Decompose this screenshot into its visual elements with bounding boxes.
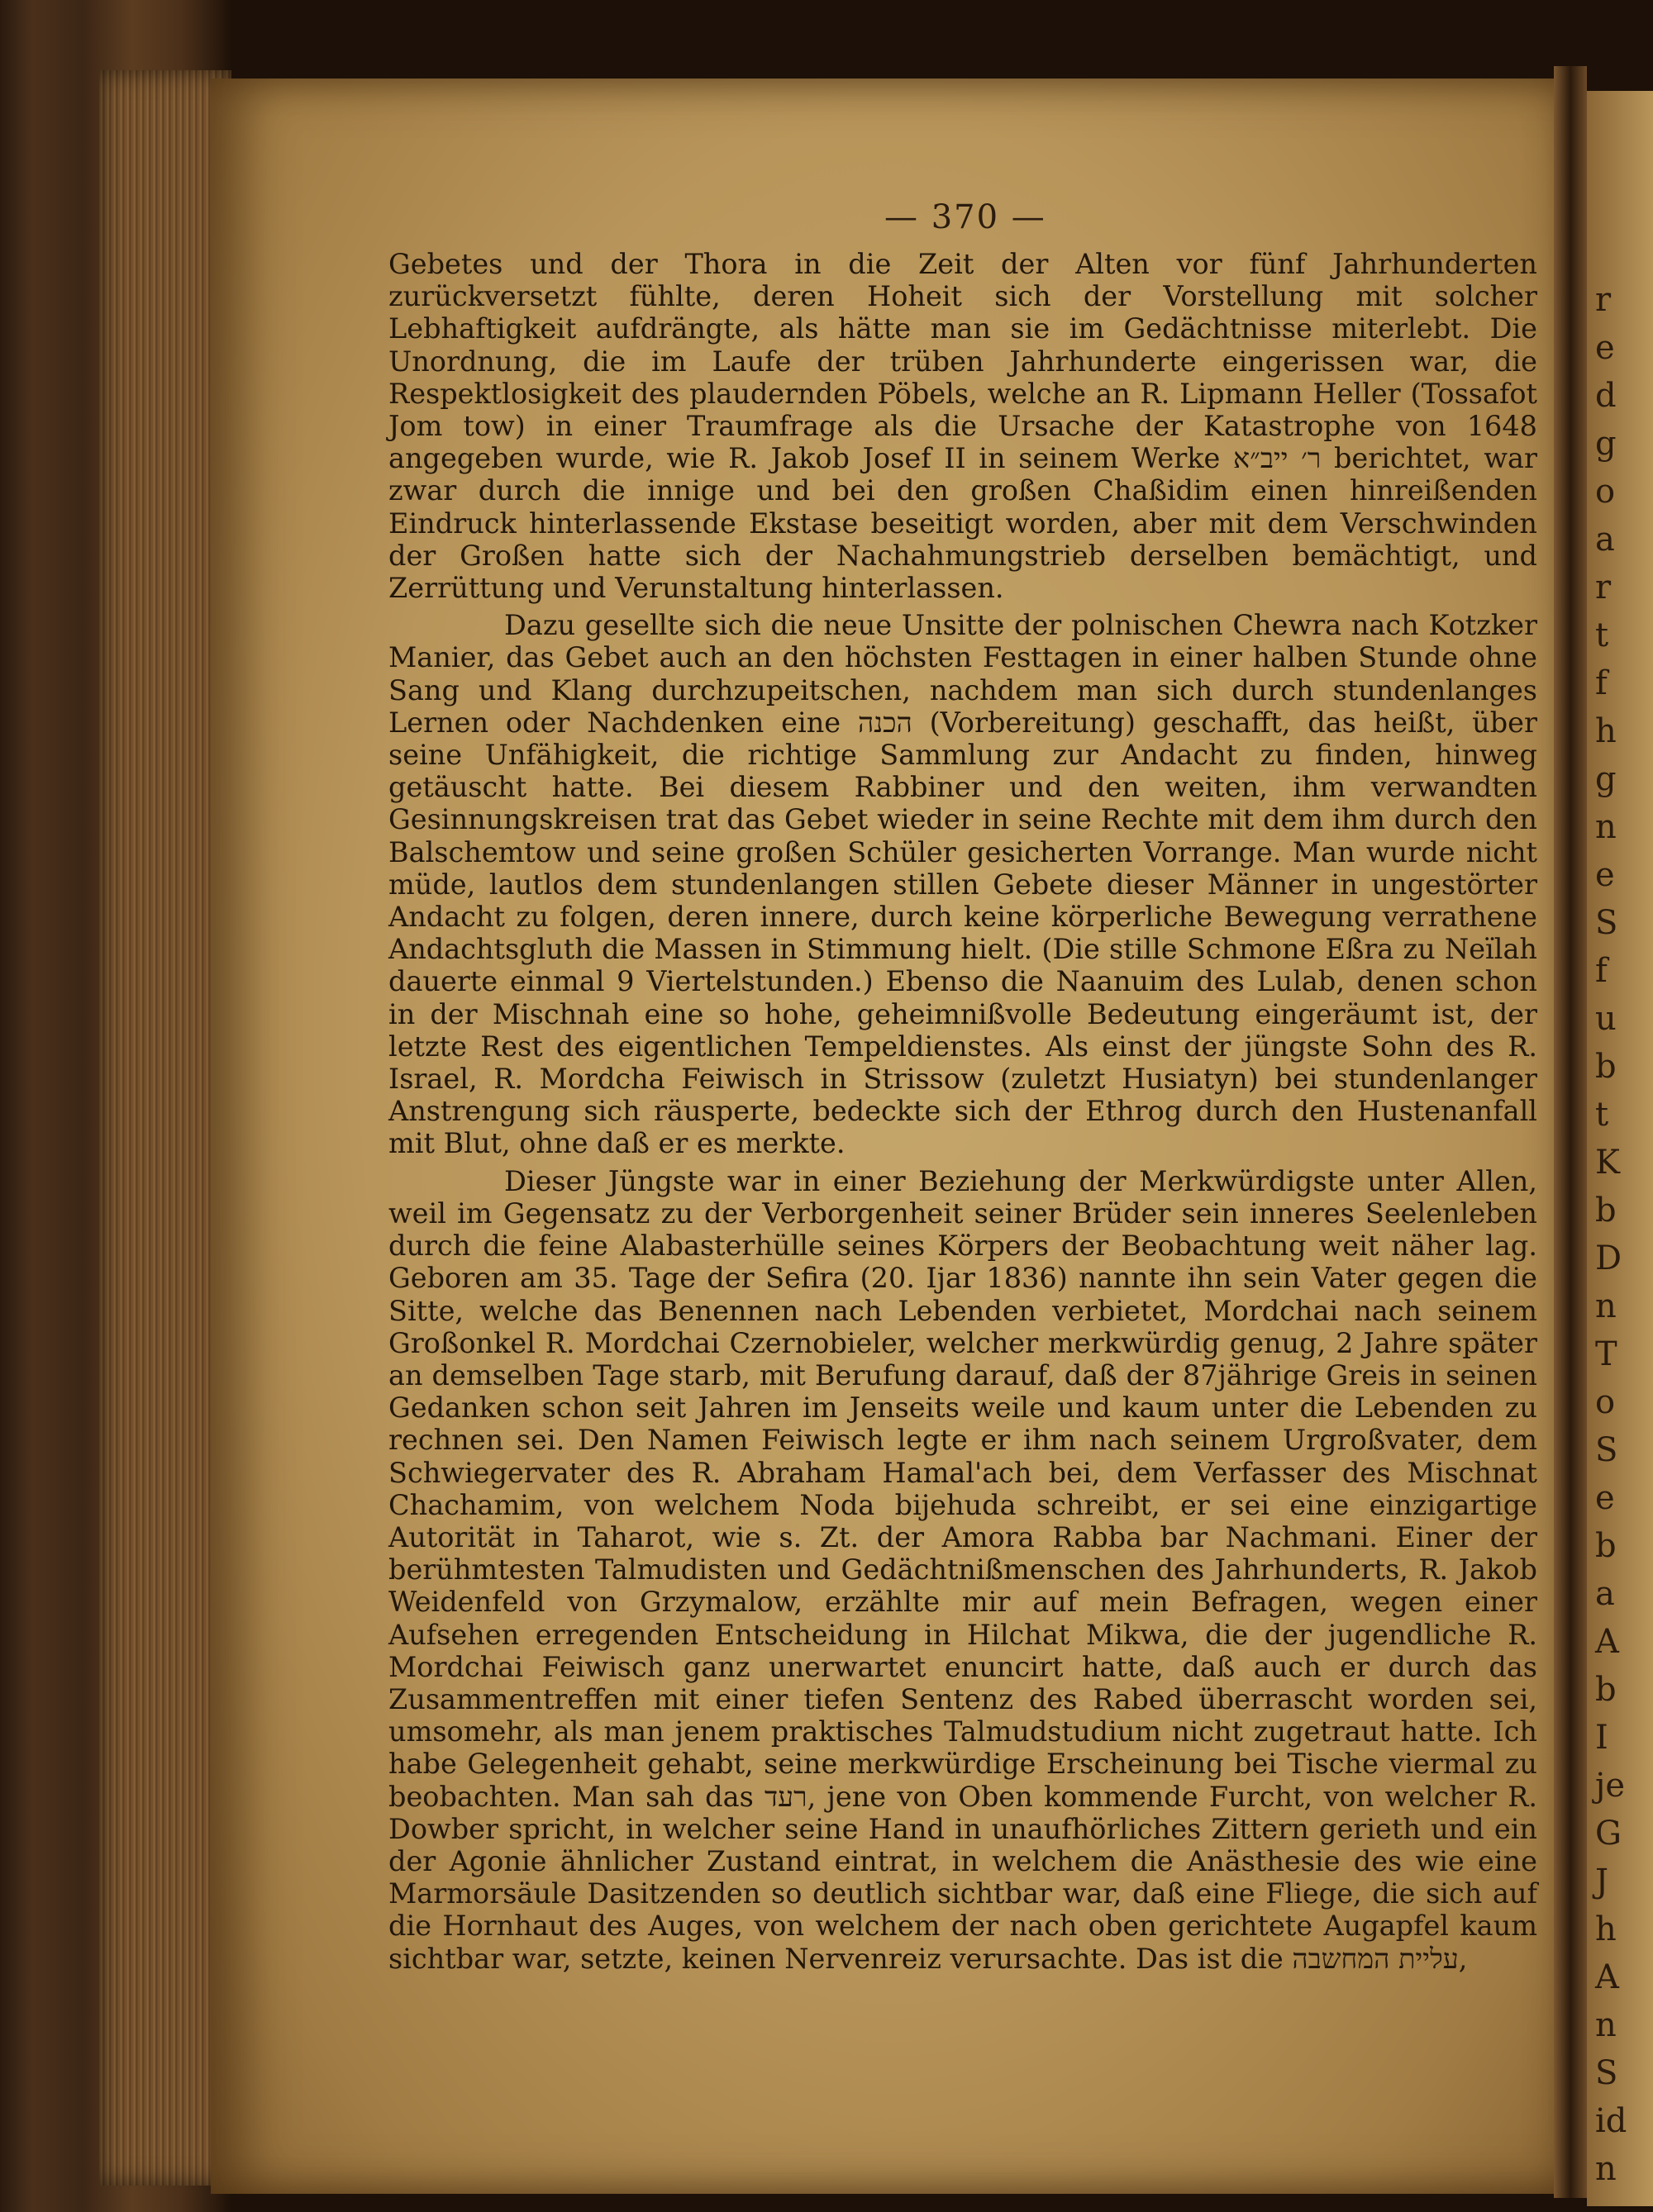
page-number: — 370 — bbox=[884, 198, 1046, 236]
facing-page-letter: a bbox=[1595, 521, 1615, 559]
facing-page-letter: h bbox=[1595, 1910, 1617, 1948]
facing-page-letter: b bbox=[1595, 1527, 1617, 1565]
facing-page-letter: o bbox=[1595, 1383, 1616, 1421]
facing-page-letter: I bbox=[1595, 1719, 1608, 1757]
book-gutter bbox=[1554, 66, 1587, 2198]
facing-page-letter: n bbox=[1595, 808, 1617, 846]
facing-page-letter: f bbox=[1595, 952, 1608, 990]
facing-page-letter: b bbox=[1595, 1192, 1617, 1230]
facing-page-letter: A bbox=[1595, 1623, 1619, 1661]
paragraph-1: Gebetes und der Thora in die Zeit der Alten vor fünf Jahrhunderten zurückversetzt fühlte, deren Hoheit sich der Vorstellung mit solcher Lebhaftigkeit aufdrängte, als hätte man sie im Gedächtnisse miterlebt. Die Unordnung, die im Laufe der trüben Jahrhunderte eingerissen war, die Respektlosigkeit des plaudernden Pöbels, welche an R. Lipmann Heller (Tossafot Jom tow) in einer Traumfrage als die Ursache der Katastrophe von 1648 angegeben wurde, wie R. Jakob Josef II in seinem Werke ר׳ ייב״א berichtet, war zwar durch die innige und bei den großen Chaßidim einen hinreißenden Eindruck hinterlassende Ekstase beseitigt worden, aber mit dem Verschwinden der Großen hatte sich der Nachahmungstrieb derselben bemächtigt, und Zerrüttung und Verunstaltung hinterlassen. bbox=[388, 248, 1537, 605]
facing-page-letter: r bbox=[1595, 568, 1612, 607]
facing-page-letter: e bbox=[1595, 1479, 1615, 1517]
paragraph-2: Dazu gesellte sich die neue Unsitte der polnischen Chewra nach Kotzker Manier, das Gebet auch an den höchsten Festtagen in einer halben Stunde ohne Sang und Klang durchzupeitschen, nachdem man sich durch stundenlanges Lernen oder Nachdenken eine הכנה (Vorbereitung) geschafft, das heißt, über seine Unfähigkeit, die richtige Sammlung zur Andacht zu finden, hinweg getäuscht hatte. Bei diesem Rabbiner und den weiten, ihm verwandten Gesinnungskreisen trat das Gebet wieder in seine Rechte mit dem ihm durch den Balschemtow und seine großen Schüler gesicherten Vorrange. Man wurde nicht müde, lautlos dem stundenlangen stillen Gebete dieser Männer in ungestörter Andacht zu folgen, deren innere, durch keine körperliche Bewegung verrathene Andachtsgluth die Massen in Stimmung hielt. (Die stille Schmone Eßra zu Neïlah dauerte einmal 9 Viertelstunden.) Ebenso die Naanuim des Lulab, denen schon in der Mischnah eine so hohe, geheimnißvolle Bedeutung eingeräumt ist, der letzte Rest des eigentlichen Tempeldienstes. Als einst der jüngste Sohn des R. Israel, R. Mordcha Feiwisch in Strissow (zuletzt Husiatyn) bei stundenlanger Anstrengung sich räusperte, bedeckte sich der Ethrog durch den Hustenanfall mit Blut, ohne daß er es merkte. bbox=[388, 609, 1537, 1160]
paragraph-3: Dieser Jüngste war in einer Beziehung der Merkwürdigste unter Allen, weil im Gegensatz zu der Verborgenheit seiner Brüder sein inneres Seelenleben durch die feine Alabasterhülle seines Körpers der Beobachtung weit näher lag. Geboren am 35. Tage der Sefira (20. Ijar 1836) nannte ihn sein Vater gegen die Sitte, welche das Benennen nach Lebenden verbietet, Mordchai nach seinem Großonkel R. Mordchai Czernobieler, welcher merkwürdig genug, 2 Jahre später an demselben Tage starb, mit Berufung darauf, daß der 87jährige Greis in seinen Gedanken schon seit Jahren im Jenseits weile und kaum unter die Lebenden zu rechnen sei. Den Namen Feiwisch legte er ihm nach seinem Urgroßvater, dem Schwiegervater des R. Abraham Hamal'ach bei, dem Verfasser des Mischnat Chachamim, von welchem Noda bijehuda schreibt, er sei eine einzigartige Autorität in Taharot, wie s. Zt. der Amora Rabba bar Nachmani. Einer der berühmtesten Talmudisten und Gedächtnißmenschen des Jahrhunderts, R. Jakob Weidenfeld von Grzymalow, erzählte mir auf mein Befragen, wegen einer Aufsehen erregenden Entscheidung in Hilchat Mikwa, die der jugendliche R. Mordchai Feiwisch ganz unerwartet enuncirt hatte, daß auch er durch das Zusammentreffen mit einer tiefen Sentenz des Rabed überrascht worden sei, umsomehr, als man jenem praktisches Talmudstudium nicht zugetraut hatte. Ich habe Gelegenheit gehabt, seine merkwürdige Erscheinung bei Tische viermal zu beobachten. Man sah das רעד, jene von Oben kommende Furcht, von welcher R. Dowber spricht, in welcher seine Hand in unaufhörliches Zittern gerieth und ein der Agonie ähnlicher Zustand eintrat, in welchem die Anästhesie des wie eine Marmorsäule Dasitzenden so deutlich sichtbar war, daß eine Fliege, die sich auf die Hornhaut des Auges, von welchem der nach oben gerichtete Augapfel kaum sichtbar war, setzte, keinen Nervenreiz verursachte. Das ist die עליית המחשבה, bbox=[388, 1164, 1537, 1975]
facing-page-fragment bbox=[1587, 91, 1653, 2206]
facing-page-letter: b bbox=[1595, 1048, 1617, 1086]
facing-page-letter: g bbox=[1595, 425, 1617, 463]
facing-page-letter: e bbox=[1595, 329, 1615, 367]
facing-page-letter: n bbox=[1595, 2150, 1617, 2188]
facing-page-letter: o bbox=[1595, 473, 1616, 511]
facing-page-letter: S bbox=[1595, 1431, 1618, 1469]
facing-page-letter: e bbox=[1595, 856, 1615, 894]
facing-page-letter: A bbox=[1595, 1958, 1619, 1996]
facing-page-letter: n bbox=[1595, 1287, 1617, 1325]
page-body bbox=[388, 248, 1537, 1975]
facing-page-letter: J bbox=[1595, 1862, 1609, 1900]
facing-page-letter: d bbox=[1595, 377, 1617, 415]
facing-page-letter: S bbox=[1595, 2054, 1618, 2092]
facing-page-letter: b bbox=[1595, 1671, 1617, 1709]
facing-page-letter: id bbox=[1595, 2102, 1627, 2140]
facing-page-letter: u bbox=[1595, 1000, 1617, 1038]
facing-page-letter: S bbox=[1595, 904, 1618, 942]
facing-page-letter: K bbox=[1595, 1144, 1620, 1182]
facing-page-letter: je bbox=[1595, 1767, 1626, 1805]
facing-page-letter: D bbox=[1595, 1239, 1622, 1277]
facing-page-letter: t bbox=[1595, 1096, 1609, 1134]
facing-page-letter: f bbox=[1595, 664, 1608, 702]
facing-page-letter: G bbox=[1595, 1815, 1622, 1853]
facing-page-letter: r bbox=[1595, 281, 1612, 319]
facing-page-letter: t bbox=[1595, 616, 1609, 654]
facing-page-letter: h bbox=[1595, 712, 1617, 750]
facing-page-letter: T bbox=[1595, 1335, 1617, 1373]
facing-page-letter: g bbox=[1595, 760, 1617, 798]
facing-page-letter: n bbox=[1595, 2006, 1617, 2044]
facing-page-letter: a bbox=[1595, 1575, 1615, 1613]
